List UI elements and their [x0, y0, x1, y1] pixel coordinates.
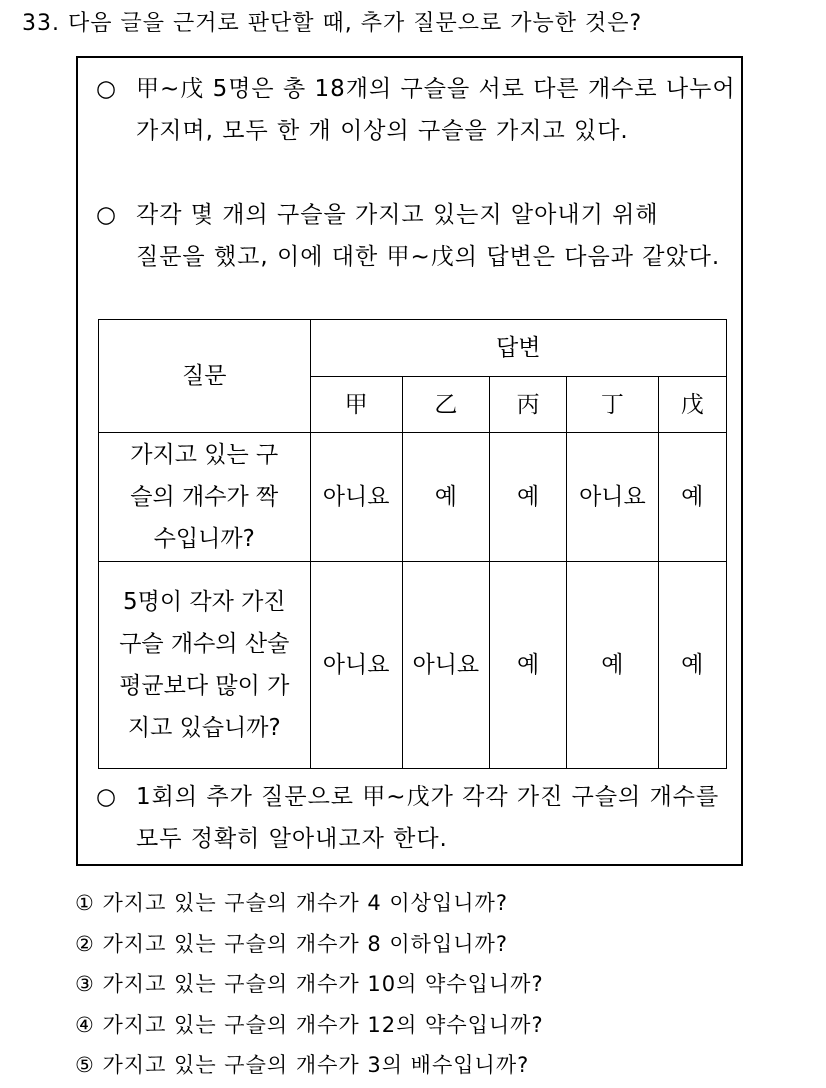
answer-cell: 아니요	[310, 433, 402, 562]
table-row	[99, 433, 727, 562]
bullet-icon: ○	[96, 202, 118, 228]
choice-3[interactable]: ③ 가지고 있는 구슬의 개수가 10의 약수입니까?	[75, 972, 544, 996]
bullet-icon: ○	[96, 784, 118, 810]
person-header: 丙	[489, 377, 566, 433]
answer-cell: 예	[489, 433, 566, 562]
choice-1[interactable]: ① 가지고 있는 구슬의 개수가 4 이상입니까?	[75, 891, 508, 915]
answer-cell: 예	[402, 433, 489, 562]
answer-cell: 아니요	[567, 433, 658, 562]
choice-2[interactable]: ② 가지고 있는 구슬의 개수가 8 이하입니까?	[75, 931, 508, 956]
choice-4[interactable]: ④ 가지고 있는 구슬의 개수가 12의 약수입니까?	[75, 1012, 544, 1037]
person-header: 甲	[310, 377, 402, 433]
answer-cell: 예	[489, 562, 566, 769]
person-header: 丁	[567, 377, 658, 433]
person-header: 戊	[658, 377, 727, 433]
answer-header: 답변	[310, 320, 726, 377]
answer-table	[98, 319, 727, 769]
answer-cell: 예	[658, 433, 727, 562]
bullet-icon: ○	[96, 76, 118, 102]
question-header: 질문	[99, 320, 311, 433]
question-cell: 가지고 있는 구슬의 개수가 짝수입니까?	[99, 433, 311, 562]
question-title: 33. 다음 글을 근거로 판단할 때, 추가 질문으로 가능한 것은?	[22, 11, 643, 36]
paragraph-2	[96, 194, 736, 278]
paragraph-3	[96, 776, 736, 860]
answer-cell: 아니요	[402, 562, 489, 769]
info-box	[76, 56, 743, 866]
question-cell: 5명이 각자 가진 구슬 개수의 산술평균보다 많이 가지고 있습니까?	[99, 562, 311, 769]
answer-cell: 아니요	[310, 562, 402, 769]
paragraph-text: 각각 몇 개의 구슬을 가지고 있는지 알아내기 위해 질문을 했고, 이에 대한 甲~戊의 답변은 다음과 같았다.	[136, 202, 721, 270]
answer-choices	[75, 885, 544, 1088]
answer-cell: 예	[658, 562, 727, 769]
person-header: 乙	[402, 377, 489, 433]
paragraph-text: 1회의 추가 질문으로 甲~戊가 각각 가진 구슬의 개수를 모두 정확히 알아내고자 한다.	[136, 784, 720, 852]
choice-5[interactable]: ⑤ 가지고 있는 구슬의 개수가 3의 배수입니까?	[75, 1053, 530, 1077]
paragraph-text: 甲~戊 5명은 총 18개의 구슬을 서로 다른 개수로 나누어 가지며, 모두 한 개 이상의 구슬을 가지고 있다.	[136, 76, 736, 144]
table-row	[99, 562, 727, 769]
answer-cell: 예	[567, 562, 658, 769]
paragraph-1	[96, 68, 736, 152]
